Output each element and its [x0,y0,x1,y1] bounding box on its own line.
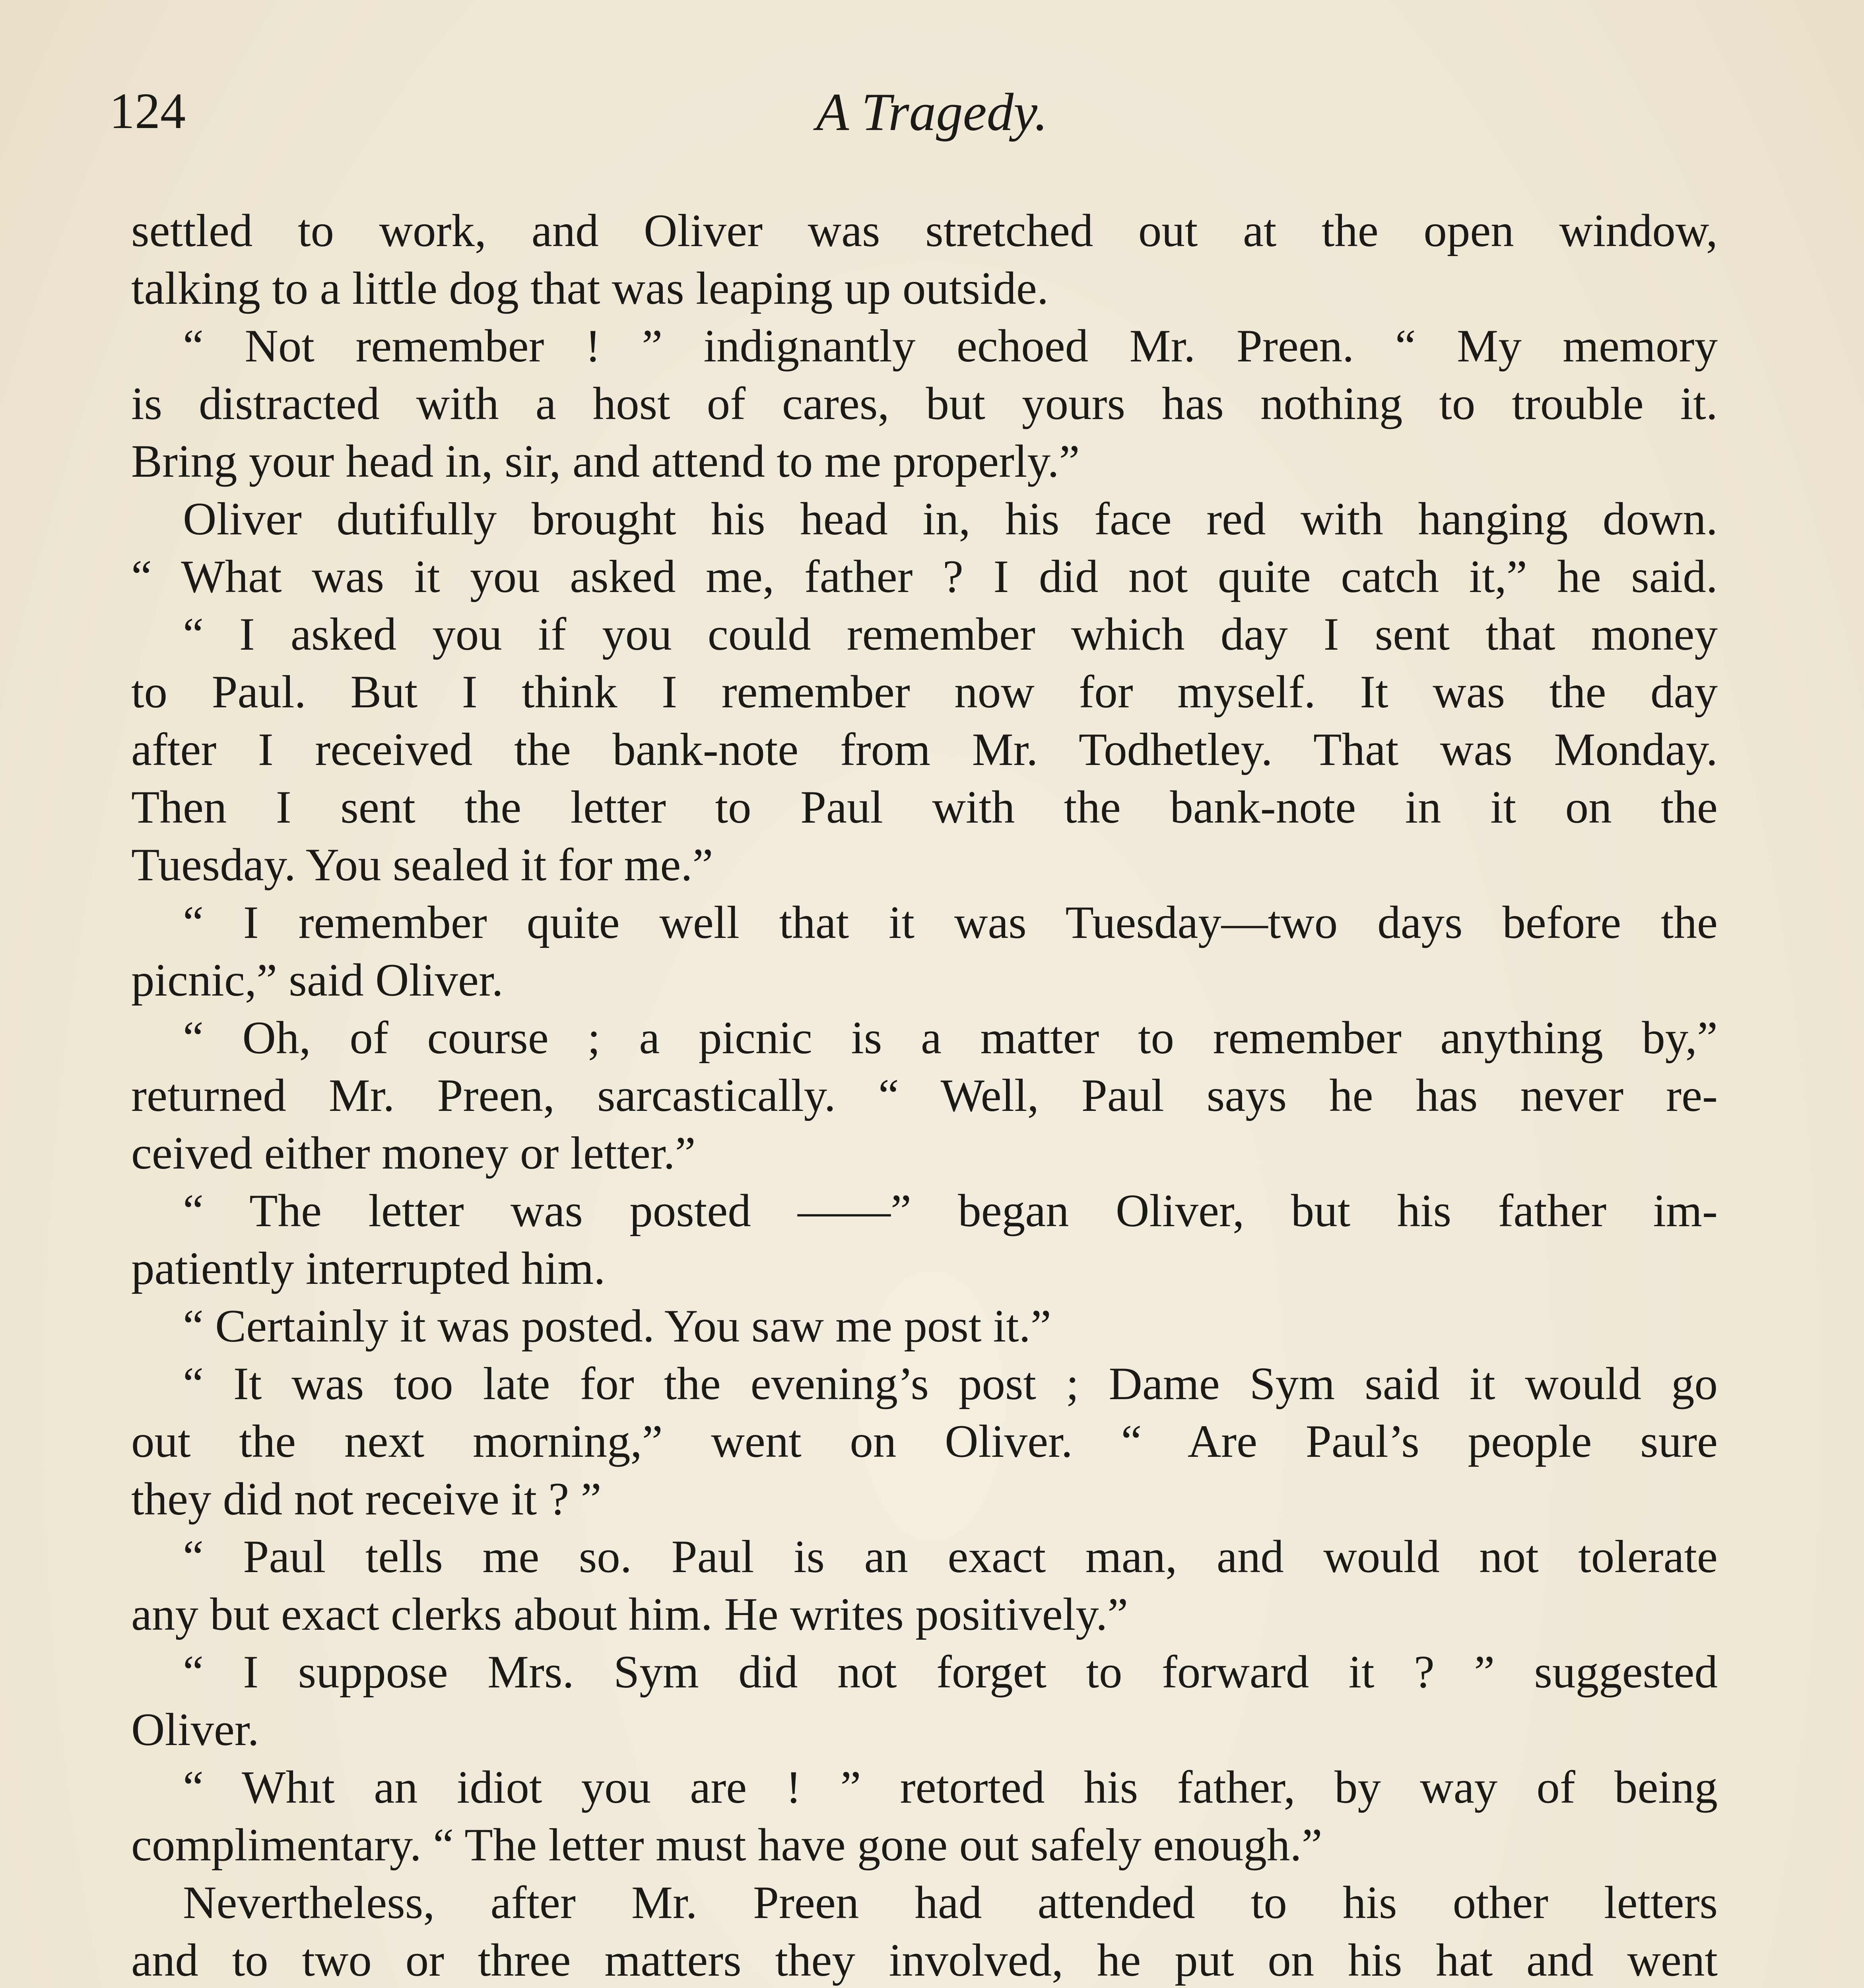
text-line: “ Certainly it was posted. You saw me post it.” [183,1301,1051,1352]
text-line: Oliver. [131,1704,259,1755]
text-line: Oliver dutifully brought his head in, his face red with hanging down. [183,493,1718,545]
text-line: patiently interrupted him. [131,1243,606,1294]
text-line: Then I sent the letter to Paul with the bank-note in it on the [131,782,1718,833]
text-line: talking to a little dog that was leaping up outside. [131,263,1049,314]
text-line: “ I asked you if you could remember which day I sent that money [183,609,1718,660]
text-line: Bring your head in, sir, and attend to me properly.” [131,436,1080,487]
text-line: complimentary. “ The letter must have gone out safely enough.” [131,1819,1322,1871]
text-line: they did not receive it ? ” [131,1474,602,1525]
running-title: A Tragedy. [816,83,1048,142]
text-line: Nevertheless, after Mr. Preen had attended to his other letters [183,1877,1718,1928]
text-line: “ Whıt an idiot you are ! ” retorted his father, by way of being [183,1762,1718,1813]
text-line: and to two or three matters they involved, he put on his hat and went [131,1935,1718,1986]
text-line: “ I remember quite well that it was Tuesday—two days before the [183,897,1718,948]
text-line: “ Oh, of course ; a picnic is a matter to remember anything by,” [183,1012,1718,1064]
text-line: “ I suppose Mrs. Sym did not forget to forward it ? ” suggested [183,1646,1718,1698]
text-line: out the next morning,” went on Oliver. “ Are Paul’s people sure [131,1416,1718,1467]
text-line: any but exact clerks about him. He writes positively.” [131,1589,1128,1640]
text-line: picnic,” said Oliver. [131,955,503,1006]
text-line: to Paul. But I think I remember now for myself. It was the day [131,666,1718,718]
text-line: returned Mr. Preen, sarcastically. “ Well, Paul says he has never re- [131,1070,1718,1121]
body-text [131,202,1718,1988]
text-line: Tuesday. You sealed it for me.” [131,839,713,891]
text-line: “ Paul tells me so. Paul is an exact man, and would not tolerate [183,1531,1718,1582]
text-line: ceived either money or letter.” [131,1128,696,1179]
text-line: is distracted with a host of cares, but yours has nothing to trouble it. [131,378,1718,429]
text-line: settled to work, and Oliver was stretched out at the open window, [131,205,1718,256]
text-line: “ It was too late for the evening’s post ; Dame Sym said it would go [183,1358,1718,1409]
text-line: “ What was it you asked me, father ? I did not quite catch it,” he said. [131,551,1718,602]
text-line: “ The letter was posted ——” began Oliver, but his father im- [183,1185,1718,1237]
page-number: 124 [109,83,186,139]
text-line: after I received the bank-note from Mr. Todhetley. That was Monday. [131,724,1718,775]
text-line: “ Not remember ! ” indignantly echoed Mr. Preen. “ My memory [183,320,1718,372]
